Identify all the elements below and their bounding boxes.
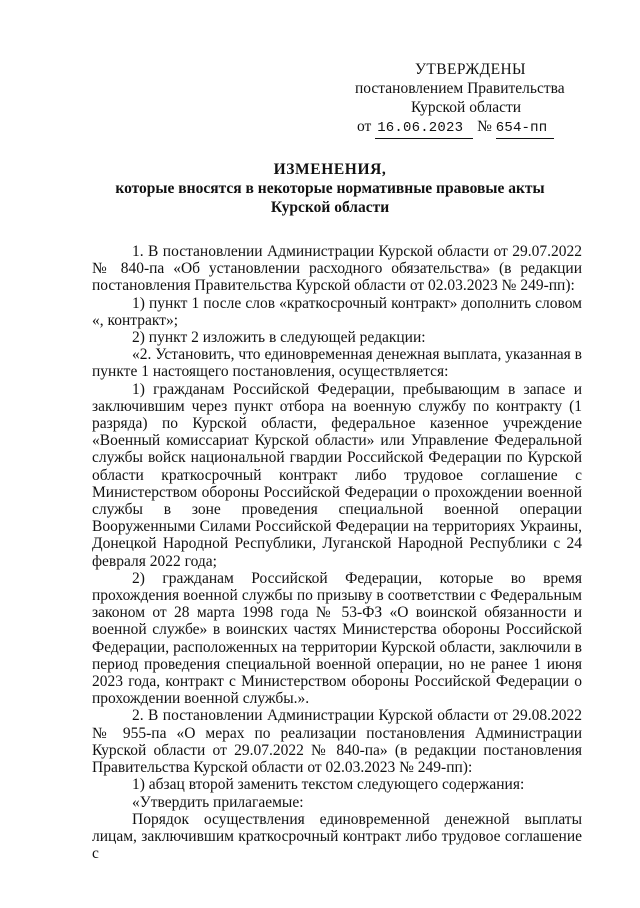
approval-date: 16.06.2023	[375, 119, 473, 139]
paragraph: «2. Установить, что единовременная денежная выплата, указанная в пункте 1 настоящего постановления, осуществляется:	[92, 346, 582, 381]
title-line-3: Курской области	[270, 199, 390, 216]
paragraph: 1) абзац второй заменить текстом следующего содержания:	[132, 776, 525, 794]
approval-number-sign: №	[477, 118, 492, 135]
paragraph: 1) пункт 1 после слов «краткосрочный контракт» дополнить словом «, контракт»;	[92, 294, 582, 329]
paragraph: Порядок осуществления единовременной денежной выплаты лицам, заключившим краткосрочный контракт либо трудовое соглашение с	[92, 810, 582, 863]
title-line-1: ИЗМЕНЕНИЯ,	[273, 161, 387, 178]
document-title	[90, 160, 570, 217]
paragraph: 1. В постановлении Администрации Курской области от 29.07.2022 № 840-па «Об установлении расходного обязательства» (в редакции постановления Правительства Курской области от 02.03.2023 № 249-пп):	[92, 243, 582, 295]
title-line-2: которые вносятся в некоторые нормативные правовые акты	[115, 180, 545, 197]
approval-heading: УТВЕРЖДЕНЫ	[415, 61, 526, 78]
approval-ot: от	[357, 118, 372, 135]
approval-number: 654-пп	[496, 119, 554, 139]
paragraph: «Утвердить прилагаемые:	[132, 793, 304, 811]
approval-stamp	[355, 60, 585, 139]
approval-date-line	[355, 117, 585, 139]
approval-region: Курской области	[411, 99, 522, 116]
paragraph: 2) пункт 2 изложить в следующей редакции:	[132, 329, 426, 347]
paragraph: 2. В постановлении Администрации Курской области от 29.08.2022 № 955-па «О мерах по реализации постановления Администрации Курской области от 29.07.2022 № 840-па» (в редакции постановления Правительства Курской области от 02.03.2023 № 249-пп):	[92, 707, 582, 777]
paragraph: 2) гражданам Российской Федерации, которые во время прохождения военной службы по призыву в соответствии с Федеральным законом от 28 марта 1998 года № 53-ФЗ «О воинской обязанности и военной службе» в воинских частях Министерства обороны Российской Федерации, расположенных на территории Курской области, заключили в период проведения специальной военной операции, но не ранее 1 июня 2023 года, контракт с Министерством обороны Российской Федерации о прохождении военной службы.».	[92, 569, 582, 708]
approval-authority: постановлением Правительства	[355, 80, 565, 97]
document-body	[92, 243, 582, 862]
paragraph: 1) гражданам Российской Федерации, пребывающим в запасе и заключившим через пункт отбора на военную службу по контракту (1 разряда) по Курской области, федеральное казенное учреждение «Военный комиссариат Курской области» или Управление Федеральной службы войск национальной гвардии Российской Федерации по Курской области краткосрочный контракт либо трудовое соглашение с Министерством обороны Российской Федерации о прохождении военной службы в зоне проведения специальной военной операции Вооруженными Силами Российской Федерации на территориях Украины, Донецкой Народной Республики, Луганской Народной Республики с 24 февраля 2022 года;	[92, 380, 582, 570]
